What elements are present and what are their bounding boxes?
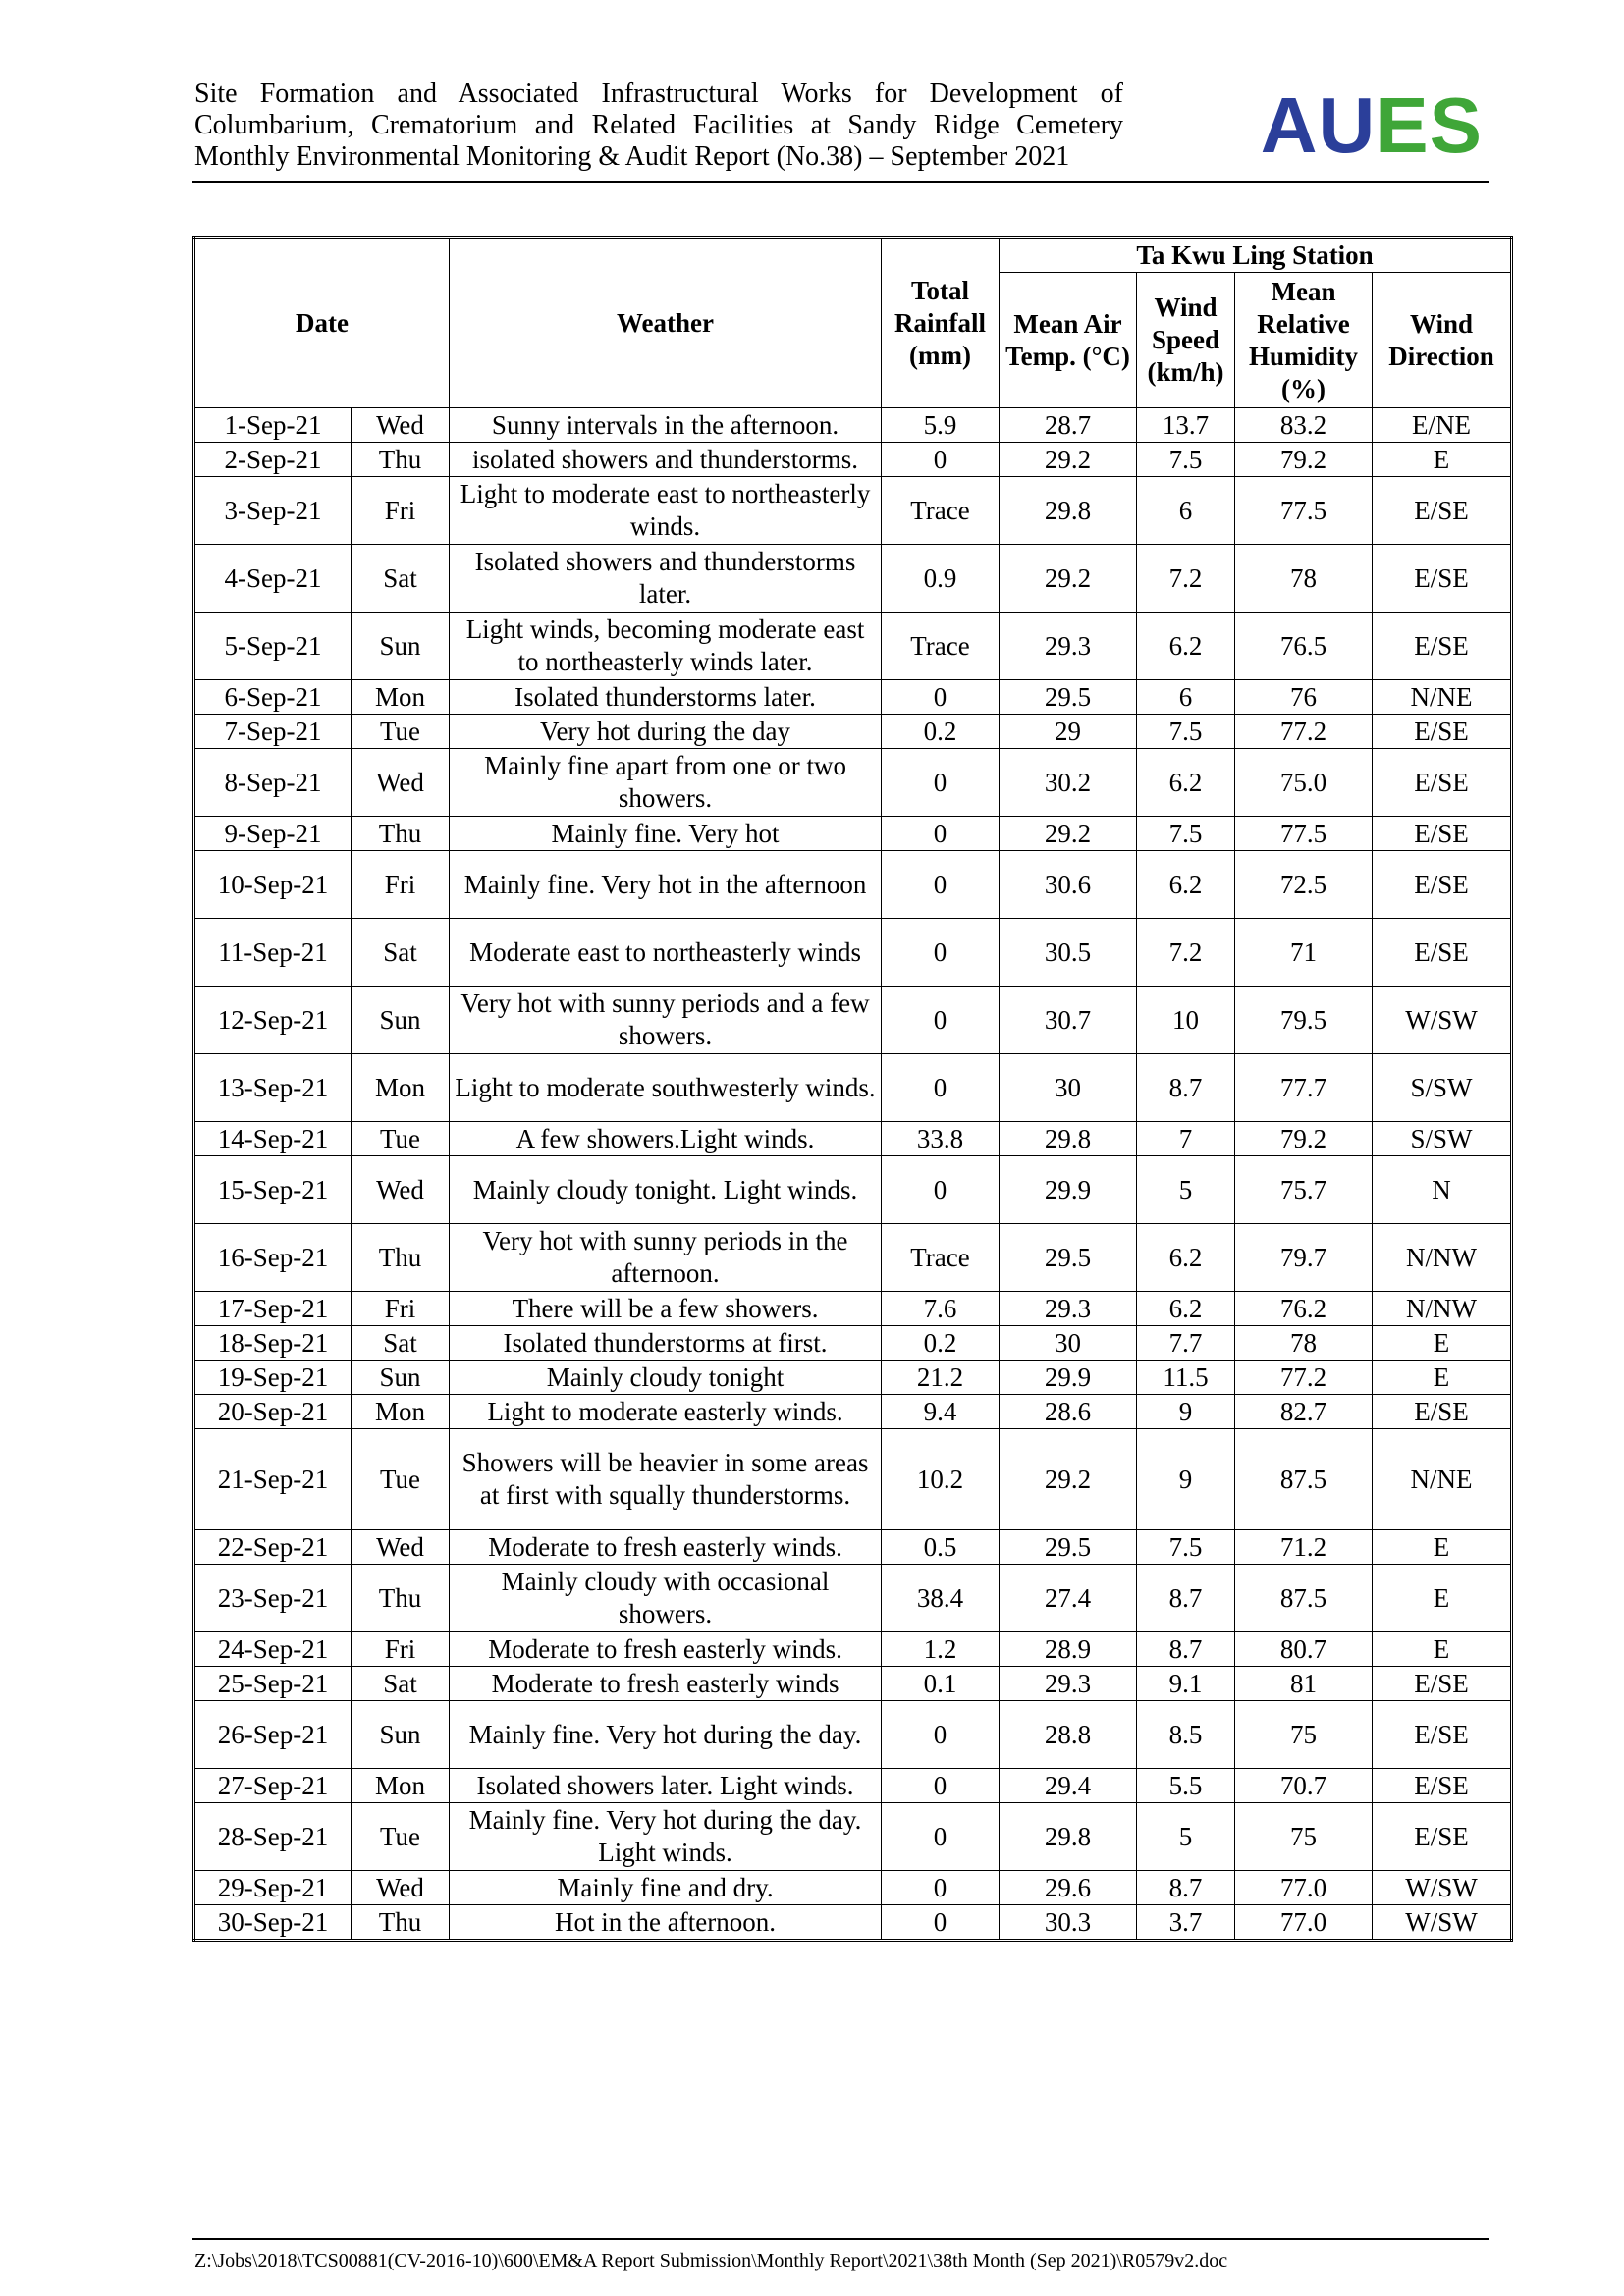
cell-temp: 28.6 <box>1000 1395 1137 1429</box>
cell-wind-direction: N <box>1373 1156 1512 1224</box>
cell-rainfall: 0 <box>882 680 1000 715</box>
cell-day: Fri <box>352 1632 450 1667</box>
cell-wind-direction: E/SE <box>1373 545 1512 613</box>
cell-rainfall: 0 <box>882 987 1000 1054</box>
table-row <box>194 1701 1512 1769</box>
cell-humidity: 71.2 <box>1235 1530 1373 1565</box>
cell-weather: Isolated thunderstorms later. <box>450 680 882 715</box>
cell-weather: Moderate to fresh easterly winds. <box>450 1530 882 1565</box>
cell-weather: Light to moderate southwesterly winds. <box>450 1054 882 1122</box>
cell-day: Fri <box>352 851 450 919</box>
cell-wind-speed: 6.2 <box>1137 749 1235 817</box>
cell-date: 10-Sep-21 <box>194 851 352 919</box>
cell-wind-direction: E <box>1373 1361 1512 1395</box>
cell-humidity: 80.7 <box>1235 1632 1373 1667</box>
cell-wind-speed: 6 <box>1137 680 1235 715</box>
cell-humidity: 81 <box>1235 1667 1373 1701</box>
cell-weather: Sunny intervals in the afternoon. <box>450 408 882 443</box>
cell-day: Fri <box>352 477 450 545</box>
cell-temp: 29.8 <box>1000 1122 1137 1156</box>
cell-day: Sun <box>352 613 450 680</box>
table-row <box>194 545 1512 613</box>
cell-wind-speed: 5.5 <box>1137 1769 1235 1803</box>
header-wind-speed: Wind Speed (km/h) <box>1137 273 1235 408</box>
table-row <box>194 477 1512 545</box>
cell-wind-direction: W/SW <box>1373 987 1512 1054</box>
cell-date: 20-Sep-21 <box>194 1395 352 1429</box>
cell-rainfall: 0.2 <box>882 1326 1000 1361</box>
logo-part-au: AU <box>1260 81 1377 169</box>
cell-date: 3-Sep-21 <box>194 477 352 545</box>
cell-temp: 28.9 <box>1000 1632 1137 1667</box>
cell-wind-speed: 7.5 <box>1137 817 1235 851</box>
cell-humidity: 77.5 <box>1235 817 1373 851</box>
cell-weather: Mainly fine and dry. <box>450 1871 882 1905</box>
cell-wind-speed: 8.7 <box>1137 1054 1235 1122</box>
cell-weather: Light to moderate easterly winds. <box>450 1395 882 1429</box>
cell-date: 6-Sep-21 <box>194 680 352 715</box>
cell-rainfall: 5.9 <box>882 408 1000 443</box>
cell-wind-speed: 6 <box>1137 477 1235 545</box>
cell-wind-speed: 6.2 <box>1137 1224 1235 1292</box>
cell-rainfall: 9.4 <box>882 1395 1000 1429</box>
cell-day: Mon <box>352 1395 450 1429</box>
cell-temp: 28.8 <box>1000 1701 1137 1769</box>
cell-humidity: 77.2 <box>1235 715 1373 749</box>
logo-part-es: ES <box>1376 81 1483 169</box>
cell-rainfall: 33.8 <box>882 1122 1000 1156</box>
cell-wind-speed: 5 <box>1137 1803 1235 1871</box>
cell-temp: 30 <box>1000 1054 1137 1122</box>
cell-humidity: 79.5 <box>1235 987 1373 1054</box>
cell-wind-direction: E <box>1373 1632 1512 1667</box>
cell-day: Thu <box>352 1565 450 1632</box>
cell-weather: Mainly cloudy tonight <box>450 1361 882 1395</box>
cell-humidity: 82.7 <box>1235 1395 1373 1429</box>
cell-wind-direction: E/SE <box>1373 1803 1512 1871</box>
cell-date: 26-Sep-21 <box>194 1701 352 1769</box>
table-row <box>194 987 1512 1054</box>
cell-rainfall: 0 <box>882 817 1000 851</box>
cell-humidity: 75 <box>1235 1803 1373 1871</box>
cell-wind-speed: 6.2 <box>1137 613 1235 680</box>
cell-rainfall: 0 <box>882 919 1000 987</box>
cell-wind-speed: 6.2 <box>1137 1292 1235 1326</box>
cell-day: Thu <box>352 443 450 477</box>
table-row <box>194 1326 1512 1361</box>
header-rainfall: Total Rainfall (mm) <box>882 238 1000 408</box>
header-date: Date <box>194 238 450 408</box>
table-row <box>194 1667 1512 1701</box>
cell-day: Sat <box>352 545 450 613</box>
cell-rainfall: 0 <box>882 749 1000 817</box>
cell-date: 14-Sep-21 <box>194 1122 352 1156</box>
table-row <box>194 1156 1512 1224</box>
cell-wind-speed: 9.1 <box>1137 1667 1235 1701</box>
cell-wind-direction: S/SW <box>1373 1054 1512 1122</box>
cell-date: 25-Sep-21 <box>194 1667 352 1701</box>
cell-rainfall: 0.9 <box>882 545 1000 613</box>
table-row <box>194 1871 1512 1905</box>
cell-temp: 27.4 <box>1000 1565 1137 1632</box>
cell-wind-speed: 8.5 <box>1137 1701 1235 1769</box>
cell-date: 22-Sep-21 <box>194 1530 352 1565</box>
cell-temp: 29.3 <box>1000 1667 1137 1701</box>
cell-rainfall: 0 <box>882 1905 1000 1941</box>
cell-weather: Mainly fine apart from one or two showers. <box>450 749 882 817</box>
cell-rainfall: 0 <box>882 1701 1000 1769</box>
cell-date: 11-Sep-21 <box>194 919 352 987</box>
cell-wind-speed: 5 <box>1137 1156 1235 1224</box>
aues-logo <box>1260 81 1483 169</box>
cell-date: 8-Sep-21 <box>194 749 352 817</box>
cell-weather: There will be a few showers. <box>450 1292 882 1326</box>
cell-humidity: 76.5 <box>1235 613 1373 680</box>
cell-humidity: 76.2 <box>1235 1292 1373 1326</box>
cell-date: 18-Sep-21 <box>194 1326 352 1361</box>
table-row <box>194 1905 1512 1941</box>
cell-weather: Very hot with sunny periods in the afternoon. <box>450 1224 882 1292</box>
cell-temp: 29 <box>1000 715 1137 749</box>
cell-humidity: 77.2 <box>1235 1361 1373 1395</box>
cell-day: Tue <box>352 715 450 749</box>
cell-wind-direction: E/SE <box>1373 715 1512 749</box>
cell-wind-direction: E <box>1373 1530 1512 1565</box>
cell-humidity: 87.5 <box>1235 1565 1373 1632</box>
cell-wind-direction: N/NE <box>1373 1429 1512 1530</box>
page-header <box>192 79 1489 183</box>
table-row <box>194 749 1512 817</box>
cell-day: Wed <box>352 749 450 817</box>
cell-humidity: 83.2 <box>1235 408 1373 443</box>
cell-weather: Mainly fine. Very hot during the day. <box>450 1701 882 1769</box>
cell-date: 2-Sep-21 <box>194 443 352 477</box>
cell-day: Sun <box>352 1701 450 1769</box>
table-row <box>194 680 1512 715</box>
cell-rainfall: 7.6 <box>882 1292 1000 1326</box>
cell-temp: 29.2 <box>1000 443 1137 477</box>
cell-day: Sun <box>352 987 450 1054</box>
cell-weather: Mainly cloudy tonight. Light winds. <box>450 1156 882 1224</box>
cell-date: 13-Sep-21 <box>194 1054 352 1122</box>
cell-rainfall: Trace <box>882 613 1000 680</box>
cell-weather: Hot in the afternoon. <box>450 1905 882 1941</box>
cell-date: 4-Sep-21 <box>194 545 352 613</box>
cell-temp: 29.8 <box>1000 1803 1137 1871</box>
cell-wind-speed: 7.2 <box>1137 919 1235 987</box>
cell-day: Tue <box>352 1803 450 1871</box>
cell-wind-speed: 9 <box>1137 1395 1235 1429</box>
table-row <box>194 1224 1512 1292</box>
cell-date: 9-Sep-21 <box>194 817 352 851</box>
table-row <box>194 1054 1512 1122</box>
cell-humidity: 70.7 <box>1235 1769 1373 1803</box>
cell-humidity: 77.7 <box>1235 1054 1373 1122</box>
cell-wind-direction: E/SE <box>1373 749 1512 817</box>
table-row <box>194 851 1512 919</box>
cell-date: 23-Sep-21 <box>194 1565 352 1632</box>
cell-rainfall: 0 <box>882 1803 1000 1871</box>
table-row <box>194 613 1512 680</box>
table-row <box>194 1361 1512 1395</box>
cell-day: Sun <box>352 1361 450 1395</box>
cell-wind-direction: E <box>1373 1565 1512 1632</box>
cell-rainfall: 0 <box>882 1871 1000 1905</box>
cell-wind-direction: E/SE <box>1373 477 1512 545</box>
cell-humidity: 77.0 <box>1235 1905 1373 1941</box>
cell-weather: Isolated showers and thunderstorms later. <box>450 545 882 613</box>
report-title <box>194 79 1123 173</box>
cell-humidity: 75.7 <box>1235 1156 1373 1224</box>
cell-date: 19-Sep-21 <box>194 1361 352 1395</box>
cell-day: Mon <box>352 680 450 715</box>
cell-rainfall: 0.2 <box>882 715 1000 749</box>
table-row <box>194 1803 1512 1871</box>
cell-weather: isolated showers and thunderstorms. <box>450 443 882 477</box>
cell-temp: 29.9 <box>1000 1361 1137 1395</box>
cell-humidity: 75.0 <box>1235 749 1373 817</box>
cell-temp: 29.5 <box>1000 680 1137 715</box>
header-wind-direction: Wind Direction <box>1373 273 1512 408</box>
weather-table <box>192 236 1513 1942</box>
cell-wind-direction: W/SW <box>1373 1905 1512 1941</box>
cell-day: Thu <box>352 1224 450 1292</box>
cell-date: 12-Sep-21 <box>194 987 352 1054</box>
cell-humidity: 78 <box>1235 545 1373 613</box>
cell-wind-speed: 7.5 <box>1137 715 1235 749</box>
cell-humidity: 77.0 <box>1235 1871 1373 1905</box>
cell-date: 29-Sep-21 <box>194 1871 352 1905</box>
table-row <box>194 1530 1512 1565</box>
cell-humidity: 78 <box>1235 1326 1373 1361</box>
cell-wind-speed: 8.7 <box>1137 1565 1235 1632</box>
cell-temp: 29.5 <box>1000 1530 1137 1565</box>
cell-weather: Isolated showers later. Light winds. <box>450 1769 882 1803</box>
table-row <box>194 1395 1512 1429</box>
cell-temp: 30 <box>1000 1326 1137 1361</box>
cell-day: Thu <box>352 817 450 851</box>
cell-weather: Very hot with sunny periods and a few showers. <box>450 987 882 1054</box>
cell-wind-direction: E/SE <box>1373 919 1512 987</box>
table-row <box>194 443 1512 477</box>
cell-humidity: 79.2 <box>1235 443 1373 477</box>
cell-wind-speed: 3.7 <box>1137 1905 1235 1941</box>
cell-rainfall: 0 <box>882 1769 1000 1803</box>
cell-temp: 29.5 <box>1000 1224 1137 1292</box>
cell-wind-direction: E/NE <box>1373 408 1512 443</box>
weather-table-container <box>192 236 1510 1942</box>
file-path: Z:\Jobs\2018\TCS00881(CV-2016-10)\600\EM&A Report Submission\Monthly Report\2021\38th Month (Sep 2021)\R0579v2.doc <box>194 2250 1228 2271</box>
cell-day: Wed <box>352 1156 450 1224</box>
cell-day: Tue <box>352 1122 450 1156</box>
cell-weather: Very hot during the day <box>450 715 882 749</box>
cell-wind-direction: N/NW <box>1373 1292 1512 1326</box>
cell-rainfall: Trace <box>882 1224 1000 1292</box>
cell-weather: Moderate east to northeasterly winds <box>450 919 882 987</box>
cell-temp: 29.8 <box>1000 477 1137 545</box>
cell-date: 5-Sep-21 <box>194 613 352 680</box>
cell-date: 28-Sep-21 <box>194 1803 352 1871</box>
report-title-line-3: Monthly Environmental Monitoring & Audit Report (No.38) – September 2021 <box>194 141 1070 172</box>
cell-day: Sat <box>352 1667 450 1701</box>
table-row <box>194 1632 1512 1667</box>
cell-day: Sat <box>352 919 450 987</box>
cell-wind-speed: 10 <box>1137 987 1235 1054</box>
cell-humidity: 72.5 <box>1235 851 1373 919</box>
cell-temp: 30.7 <box>1000 987 1137 1054</box>
cell-temp: 29.4 <box>1000 1769 1137 1803</box>
cell-humidity: 87.5 <box>1235 1429 1373 1530</box>
cell-wind-direction: E/SE <box>1373 1701 1512 1769</box>
cell-wind-direction: E/SE <box>1373 851 1512 919</box>
cell-temp: 29.3 <box>1000 1292 1137 1326</box>
cell-day: Fri <box>352 1292 450 1326</box>
table-row <box>194 1769 1512 1803</box>
cell-temp: 29.2 <box>1000 1429 1137 1530</box>
cell-temp: 29.9 <box>1000 1156 1137 1224</box>
cell-weather: Showers will be heavier in some areas at first with squally thunderstorms. <box>450 1429 882 1530</box>
cell-rainfall: Trace <box>882 477 1000 545</box>
cell-wind-direction: E/SE <box>1373 613 1512 680</box>
header-humidity: Mean Relative Humidity (%) <box>1235 273 1373 408</box>
report-title-line-1: Site Formation and Associated Infrastructural Works for Development of <box>194 79 1123 109</box>
table-row <box>194 715 1512 749</box>
cell-humidity: 76 <box>1235 680 1373 715</box>
cell-wind-speed: 7.7 <box>1137 1326 1235 1361</box>
cell-weather: Isolated thunderstorms at first. <box>450 1326 882 1361</box>
cell-wind-direction: E/SE <box>1373 1395 1512 1429</box>
cell-temp: 29.2 <box>1000 545 1137 613</box>
cell-temp: 29.6 <box>1000 1871 1137 1905</box>
cell-wind-direction: E <box>1373 1326 1512 1361</box>
cell-rainfall: 0 <box>882 851 1000 919</box>
cell-weather: Light to moderate east to northeasterly winds. <box>450 477 882 545</box>
weather-table-body <box>194 408 1512 1941</box>
cell-humidity: 79.2 <box>1235 1122 1373 1156</box>
cell-wind-speed: 8.7 <box>1137 1871 1235 1905</box>
cell-temp: 30.6 <box>1000 851 1137 919</box>
cell-day: Tue <box>352 1429 450 1530</box>
cell-weather: Moderate to fresh easterly winds. <box>450 1632 882 1667</box>
page-footer <box>192 2238 1489 2272</box>
cell-temp: 30.3 <box>1000 1905 1137 1941</box>
header-station: Ta Kwu Ling Station <box>1000 238 1512 273</box>
cell-humidity: 71 <box>1235 919 1373 987</box>
cell-wind-speed: 7.5 <box>1137 443 1235 477</box>
cell-wind-speed: 7 <box>1137 1122 1235 1156</box>
cell-rainfall: 0 <box>882 1156 1000 1224</box>
cell-weather: Mainly fine. Very hot in the afternoon <box>450 851 882 919</box>
cell-temp: 29.2 <box>1000 817 1137 851</box>
cell-rainfall: 21.2 <box>882 1361 1000 1395</box>
cell-humidity: 79.7 <box>1235 1224 1373 1292</box>
cell-wind-speed: 13.7 <box>1137 408 1235 443</box>
table-row <box>194 1122 1512 1156</box>
cell-wind-direction: S/SW <box>1373 1122 1512 1156</box>
cell-weather: Light winds, becoming moderate east to northeasterly winds later. <box>450 613 882 680</box>
table-row <box>194 1565 1512 1632</box>
table-row <box>194 1292 1512 1326</box>
cell-temp: 28.7 <box>1000 408 1137 443</box>
report-title-line-2: Columbarium, Crematorium and Related Facilities at Sandy Ridge Cemetery <box>194 110 1123 140</box>
cell-rainfall: 0 <box>882 443 1000 477</box>
cell-wind-direction: E/SE <box>1373 817 1512 851</box>
cell-date: 24-Sep-21 <box>194 1632 352 1667</box>
cell-wind-direction: W/SW <box>1373 1871 1512 1905</box>
cell-date: 17-Sep-21 <box>194 1292 352 1326</box>
cell-wind-direction: N/NE <box>1373 680 1512 715</box>
cell-day: Mon <box>352 1054 450 1122</box>
cell-day: Sat <box>352 1326 450 1361</box>
cell-rainfall: 0.5 <box>882 1530 1000 1565</box>
cell-wind-speed: 9 <box>1137 1429 1235 1530</box>
table-row <box>194 408 1512 443</box>
cell-wind-speed: 7.5 <box>1137 1530 1235 1565</box>
cell-rainfall: 1.2 <box>882 1632 1000 1667</box>
cell-wind-speed: 7.2 <box>1137 545 1235 613</box>
cell-wind-direction: E/SE <box>1373 1667 1512 1701</box>
cell-wind-speed: 6.2 <box>1137 851 1235 919</box>
cell-wind-direction: E/SE <box>1373 1769 1512 1803</box>
cell-date: 1-Sep-21 <box>194 408 352 443</box>
cell-temp: 30.5 <box>1000 919 1137 987</box>
cell-temp: 30.2 <box>1000 749 1137 817</box>
cell-humidity: 75 <box>1235 1701 1373 1769</box>
cell-wind-speed: 8.7 <box>1137 1632 1235 1667</box>
table-row <box>194 1429 1512 1530</box>
cell-day: Wed <box>352 1530 450 1565</box>
cell-date: 30-Sep-21 <box>194 1905 352 1941</box>
cell-rainfall: 0 <box>882 1054 1000 1122</box>
cell-date: 16-Sep-21 <box>194 1224 352 1292</box>
cell-day: Wed <box>352 1871 450 1905</box>
cell-weather: Mainly cloudy with occasional showers. <box>450 1565 882 1632</box>
cell-weather: Moderate to fresh easterly winds <box>450 1667 882 1701</box>
cell-date: 15-Sep-21 <box>194 1156 352 1224</box>
cell-wind-direction: N/NW <box>1373 1224 1512 1292</box>
cell-date: 21-Sep-21 <box>194 1429 352 1530</box>
cell-rainfall: 38.4 <box>882 1565 1000 1632</box>
cell-wind-direction: E <box>1373 443 1512 477</box>
header-temp: Mean Air Temp. (°C) <box>1000 273 1137 408</box>
cell-humidity: 77.5 <box>1235 477 1373 545</box>
cell-date: 7-Sep-21 <box>194 715 352 749</box>
cell-rainfall: 10.2 <box>882 1429 1000 1530</box>
cell-date: 27-Sep-21 <box>194 1769 352 1803</box>
cell-wind-speed: 11.5 <box>1137 1361 1235 1395</box>
cell-weather: Mainly fine. Very hot during the day. Light winds. <box>450 1803 882 1871</box>
cell-weather: Mainly fine. Very hot <box>450 817 882 851</box>
header-weather: Weather <box>450 238 882 408</box>
cell-weather: A few showers.Light winds. <box>450 1122 882 1156</box>
table-row <box>194 919 1512 987</box>
cell-temp: 29.3 <box>1000 613 1137 680</box>
cell-day: Mon <box>352 1769 450 1803</box>
cell-day: Wed <box>352 408 450 443</box>
cell-rainfall: 0.1 <box>882 1667 1000 1701</box>
cell-day: Thu <box>352 1905 450 1941</box>
table-row <box>194 817 1512 851</box>
